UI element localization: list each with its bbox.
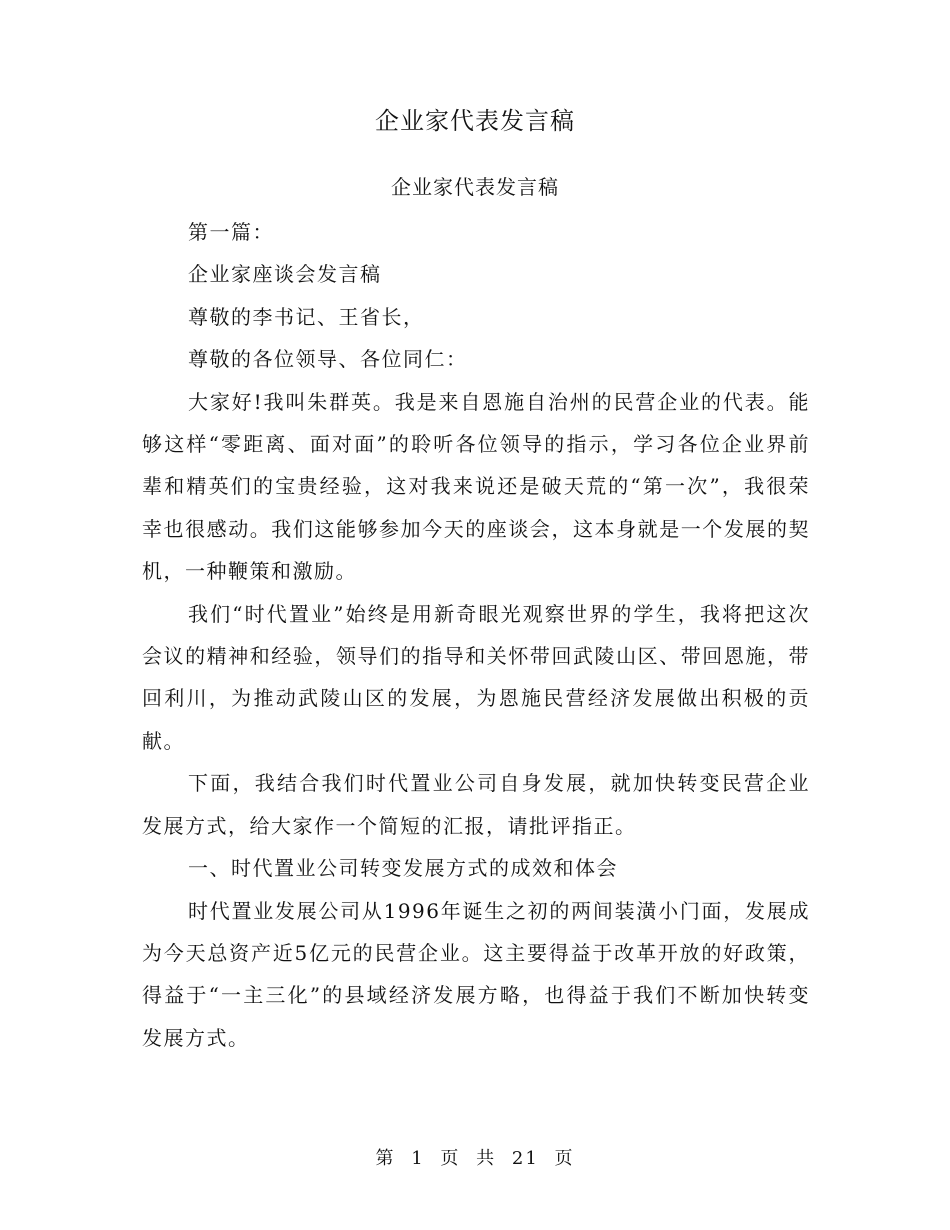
paragraph-company-history: 时代置业发展公司从1996年诞生之初的两间装潢小门面，发展成为今天总资产近5亿元的民营企业。这主要得益于改革开放的好政策，得益于“一主三化”的县域经济发展方略，也得益于我们不断加快转变发展方式。 (142, 898, 810, 1050)
document-subtitle: 企业家代表发言稿 (391, 175, 559, 199)
footer-total-pages: 21 (511, 1148, 539, 1169)
section-heading: 一、时代置业公司转变发展方式的成效和体会 (188, 856, 618, 881)
footer-total-word: 共 (476, 1148, 497, 1169)
paragraph-section-label: 第一篇： (188, 220, 274, 244)
paragraph-commitment: 我们“时代置业”始终是用新奇眼光观察世界的学生，我将把这次会议的精神和经验，领导们的指导和关怀带回武陵山区、带回恩施，带回利川，为推动武陵山区的发展，为恩施民营经济发展做出积极的贡献。 (142, 601, 810, 753)
paragraph-salutation-1: 尊敬的李书记、王省长， (188, 304, 425, 329)
footer-prefix: 第 (375, 1148, 396, 1169)
document-body (142, 211, 810, 1059)
footer-current-page: 1 (411, 1148, 425, 1169)
document-title: 企业家代表发言稿 (375, 107, 575, 135)
page-footer (0, 1144, 950, 1174)
paragraph-greeting: 大家好!我叫朱群英。我是来自恩施自治州的民营企业的代表。能够这样“零距离、面对面”的聆听各位领导的指示，学习各位企业界前辈和精英们的宝贵经验，这对我来说还是破天荒的“第一次”，我很荣幸也很感动。我们这能够参加今天的座谈会，这本身就是一个发展的契机，一种鞭策和激励。 (142, 389, 810, 584)
paragraph-intro: 下面，我结合我们时代置业公司自身发展，就加快转变民营企业发展方式，给大家作一个简短的汇报，请批评指正。 (142, 771, 810, 838)
footer-suffix: 页 (554, 1148, 575, 1169)
paragraph-speech-title: 企业家座谈会发言稿 (188, 262, 382, 287)
footer-page-word: 页 (440, 1148, 461, 1169)
paragraph-salutation-2: 尊敬的各位领导、各位同仁： (188, 347, 468, 372)
